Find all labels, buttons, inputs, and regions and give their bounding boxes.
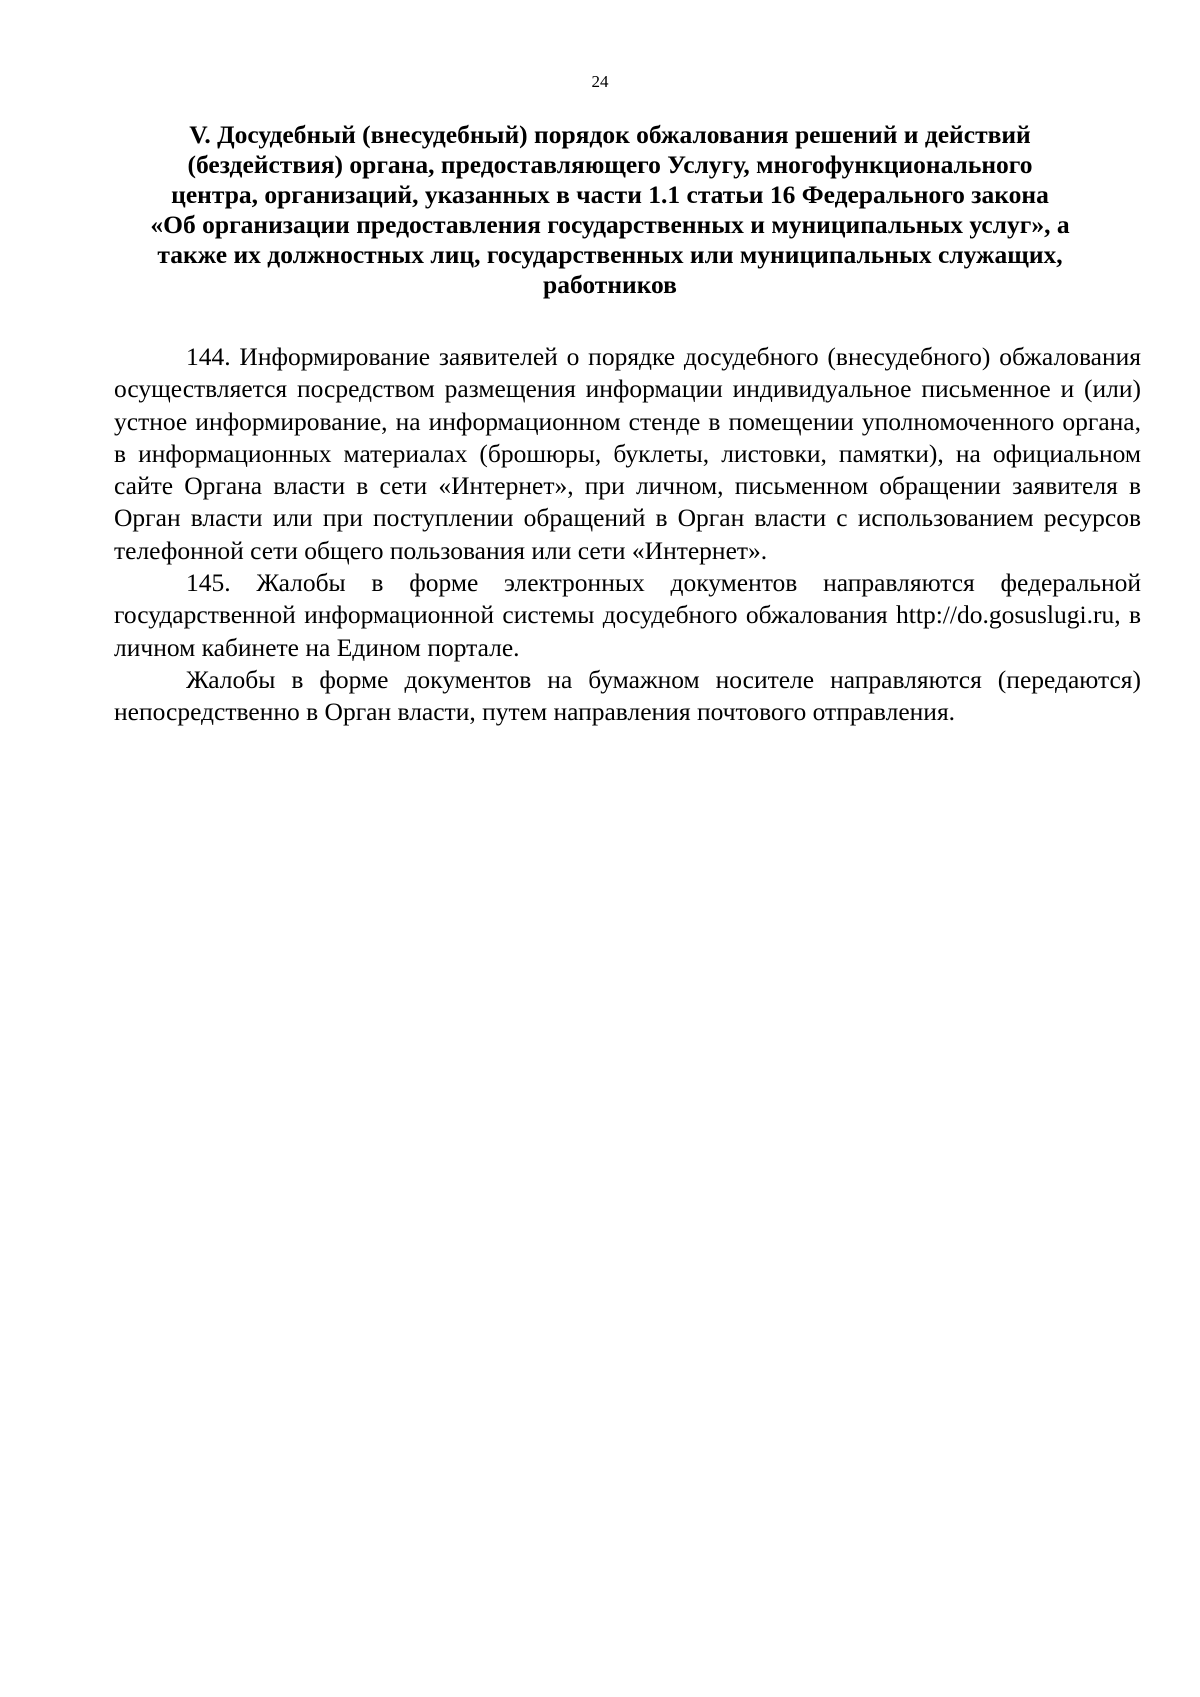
section-title-line: работников — [543, 270, 677, 299]
paragraph-paper-complaints: Жалобы в форме документов на бумажном носителе направляются (передаются) непосредственно в Орган власти, путем направления почтового отправления. — [114, 664, 1141, 727]
paragraph-144: 144. Информирование заявителей о порядке досудебного (внесудебного) обжалования осуществляется посредством размещения информации индивидуальное письменное и (или) устное информирование, на информационном стенде в помещении уполномоченного органа, в информационных материалах (брошюры, буклеты, листовки, памятки), на официальном сайте Органа власти в сети «Интернет», при личном, письменном обращении заявителя в Орган власти или при поступлении обращений в Орган власти с использованием ресурсов телефонной сети общего пользования или сети «Интернет». — [114, 342, 1141, 565]
section-title-line: «Об организации предоставления государственных и муниципальных услуг», а — [150, 210, 1070, 239]
section-title-line: центра, организаций, указанных в части 1.1 статьи 16 Федерального закона — [171, 180, 1049, 209]
section-title — [110, 120, 1110, 300]
section-title-line: (бездействия) органа, предоставляющего Услугу, многофункционального — [187, 150, 1033, 179]
section-title-line: также их должностных лиц, государственных или муниципальных служащих, — [157, 240, 1063, 269]
body-text — [114, 341, 1141, 729]
paragraph-145: 145. Жалобы в форме электронных документов направляются федеральной государственной информационной системы досудебного обжалования http://do.gosuslugi.ru, в личном кабинете на Едином портале. — [114, 568, 1141, 662]
section-title-line: V. Досудебный (внесудебный) порядок обжалования решений и действий — [189, 120, 1031, 149]
page-number: 24 — [591, 72, 609, 91]
